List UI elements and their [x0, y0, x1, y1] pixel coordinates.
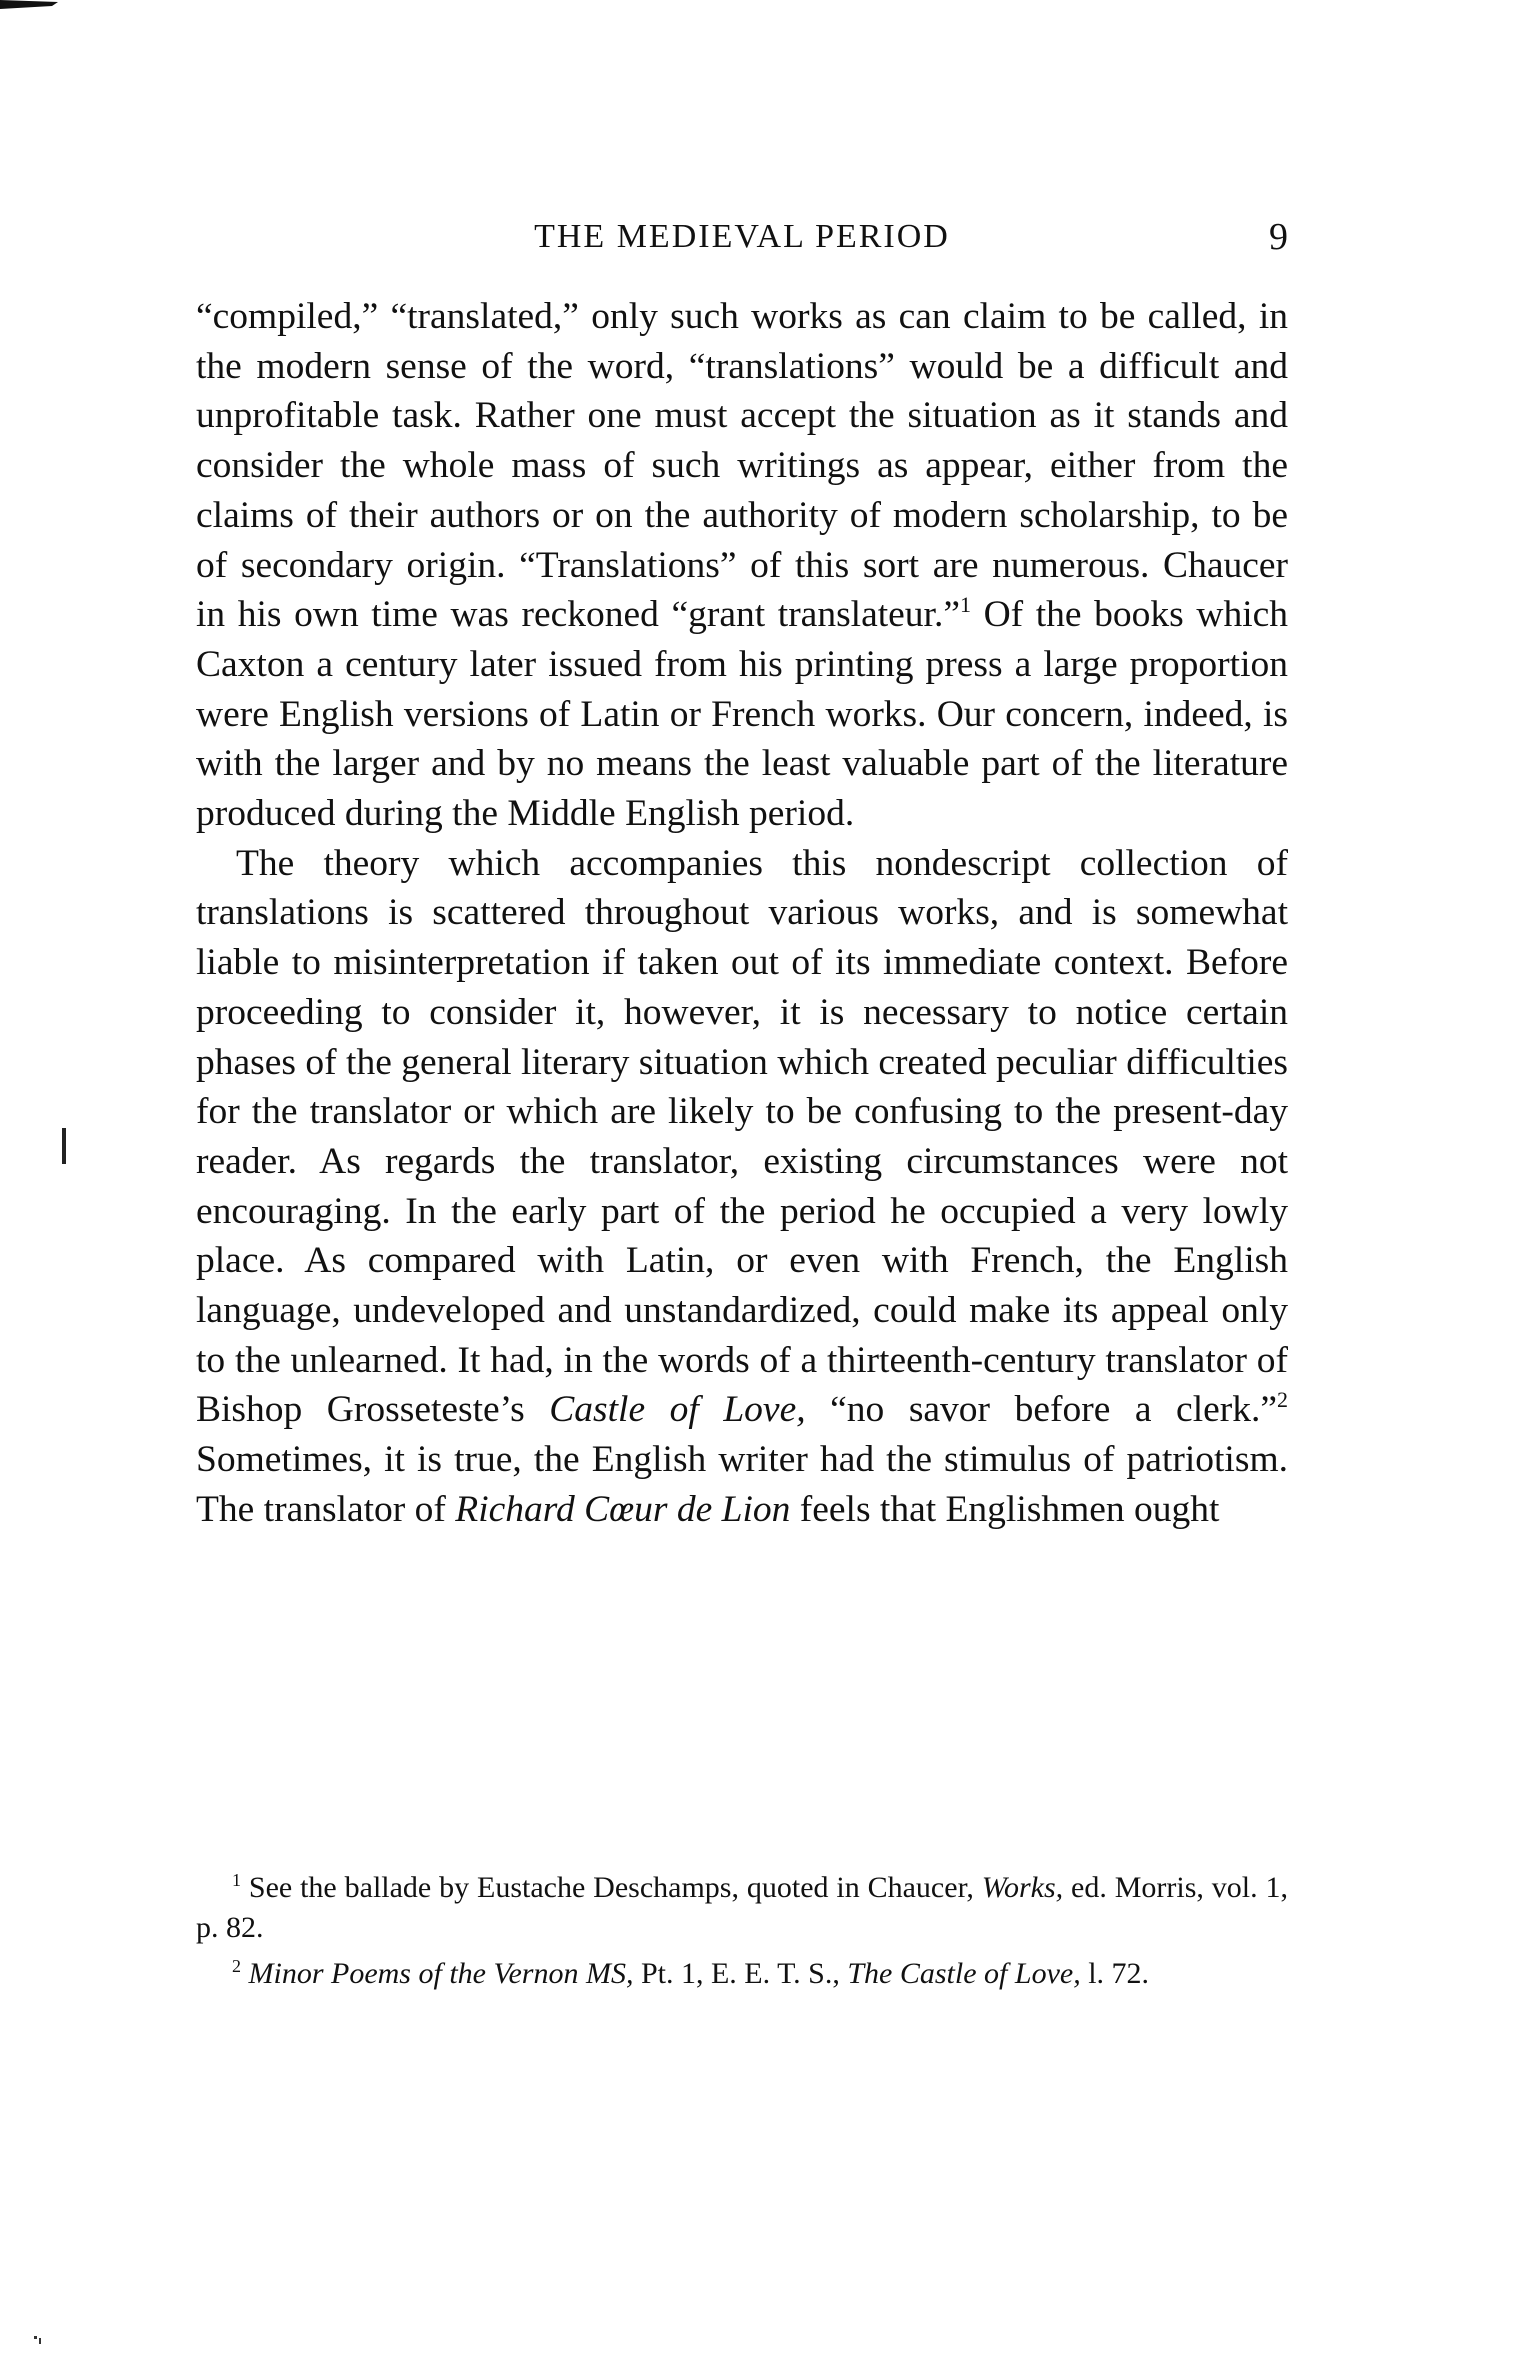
paragraph-1 [196, 292, 1288, 839]
footnotes [196, 1868, 1288, 2000]
scan-corner-mark [0, 0, 58, 10]
running-title: THE MEDIEVAL PERIOD [534, 218, 950, 255]
text-run: “no savor before a clerk.” [830, 1389, 1278, 1431]
footnote-1 [196, 1868, 1288, 1948]
text-run: “compiled,” “translated,” only such works as can claim to be called, in the modern sense of the word, “translations” would be a difficult and unprofitable task. Rather one must accept the situation as it stands and consider the whole mass of such writings as appear, either from the claims of their authors or on the authority of modern scholarship, to be of secondary origin. “Translations” of this sort are numerous. Chaucer in his own time was reckoned “grant translateur.” [196, 296, 1288, 636]
text-run: See the ballade by Eustache Deschamps, quoted in Chaucer, [248, 1871, 974, 1904]
paragraph-2 [196, 839, 1288, 1535]
footnote-ref-1: 1 [959, 592, 971, 618]
text-run: The theory which accompanies this nondescript collection of translations is scattered throughout various works, and is somewhat liable to misinterpretation if taken out of its immediate context. Before proceeding to consider it, however, it is necessary to notice certain phases of the general literary situation which created peculiar difficulties for the translator or which are likely to be confusing to the present-day reader. As regards the translator, existing circumstances were not encouraging. In the early part of the period he occupied a very lowly place. As compared with Latin, or even with French, the English language, undeveloped and unstandardized, could make its appeal only to the unlearned. It had, in the words of a thirteenth-century translator of Bishop Grosseteste’s [196, 842, 1288, 1431]
footnote-ref-2: 2 [1277, 1387, 1289, 1413]
body-text [196, 292, 1288, 1535]
italic-title: Minor Poems of the Vernon MS, [248, 1957, 634, 1990]
italic-title: Castle of Love, [549, 1389, 806, 1431]
footnote-mark: 2 [232, 1956, 241, 1976]
text-run: ed. Morris, vol. 1, p. 82. [196, 1871, 1289, 1944]
footnote-mark: 1 [232, 1870, 241, 1890]
footnote-2 [196, 1954, 1288, 1994]
italic-title: Richard Cœur de Lion [455, 1488, 791, 1530]
italic-title: The Castle of Love, [847, 1957, 1081, 1990]
scan-speck [34, 2336, 42, 2344]
text-run: l. 72. [1088, 1957, 1150, 1990]
margin-mark [62, 1128, 66, 1164]
italic-title: Works, [981, 1871, 1064, 1904]
text-run: Pt. 1, E. E. T. S., [640, 1957, 840, 1990]
running-head [196, 212, 1288, 262]
text-run: feels that Englishmen ought [799, 1488, 1220, 1530]
page-number: 9 [1269, 216, 1288, 258]
text-run: Of the books which Caxton a century later issued from his printing press a large proportion were English versions of Latin or French works. Our concern, indeed, is with the larger and by no means the least valuable part of the literature produced during the Middle English period. [196, 594, 1289, 835]
text-run: Sometimes, it is true, the English writer had the stimulus of patriotism. The translator of [196, 1439, 1288, 1530]
